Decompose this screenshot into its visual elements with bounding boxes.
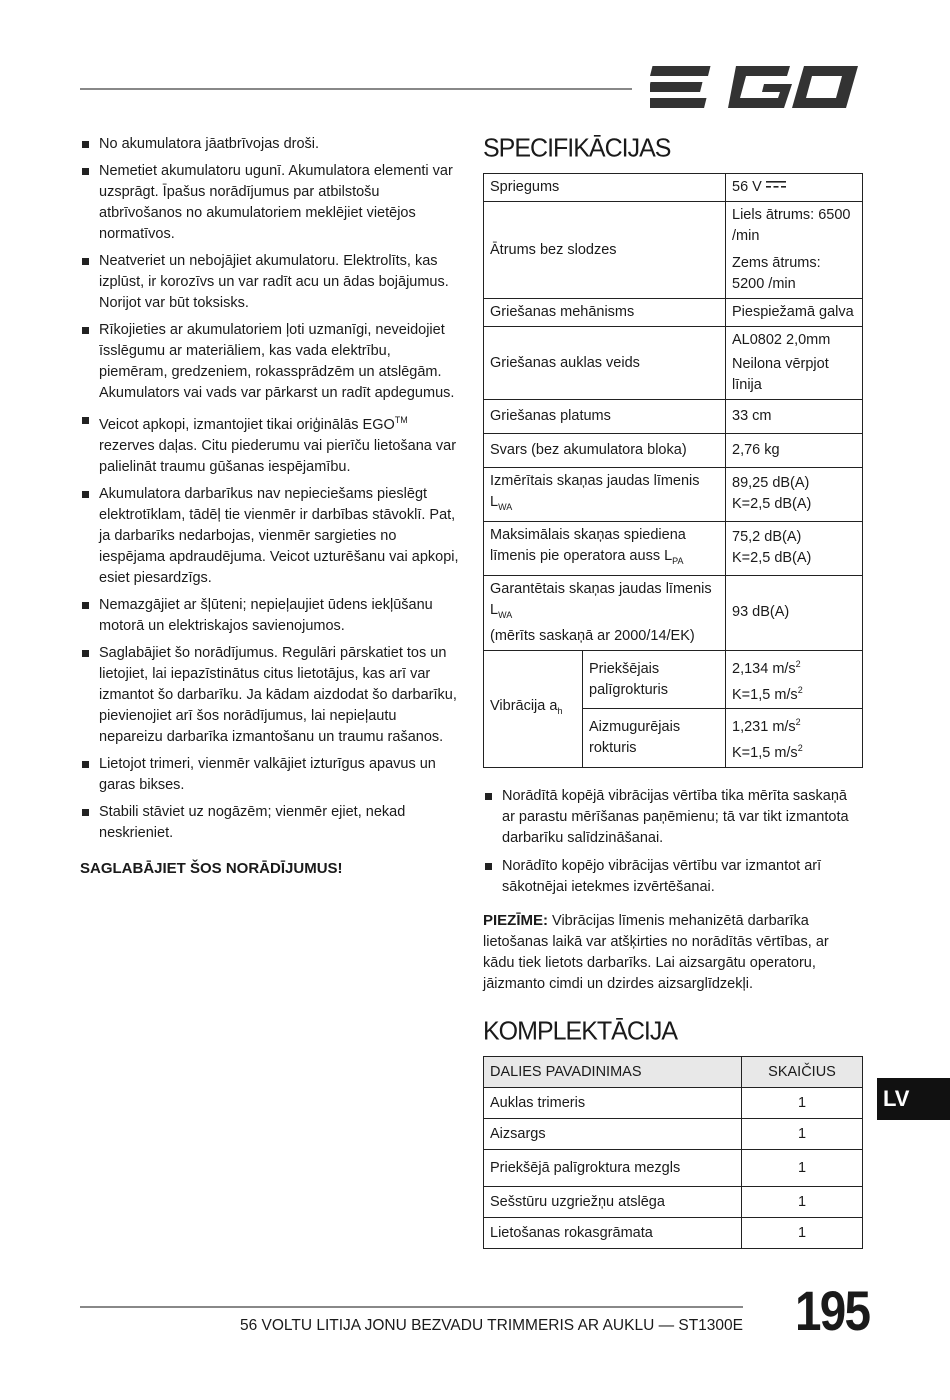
list-item xyxy=(80,410,460,478)
table-row xyxy=(484,1149,863,1186)
table-row xyxy=(484,1118,863,1149)
table-cell: 93 dB(A) xyxy=(726,575,863,650)
table-cell xyxy=(484,650,583,767)
table-cell: Ātrums bez slodzes xyxy=(484,202,726,299)
table-row xyxy=(484,174,863,202)
ego-logo xyxy=(650,60,862,114)
table-cell: Piespiežamā galva xyxy=(726,299,863,327)
table-row xyxy=(484,521,863,575)
table-row xyxy=(484,400,863,434)
cell-text: Izmērītais skaņas jaudas līmenis L xyxy=(490,473,700,510)
table-cell: 2,76 kg xyxy=(726,434,863,468)
header-rule xyxy=(80,88,632,90)
table-cell xyxy=(484,468,726,522)
part-name: Auklas trimeris xyxy=(484,1087,742,1118)
voltage-value: 56 V xyxy=(732,179,762,195)
note-label: PIEZĪME: xyxy=(483,911,549,929)
cell-text: K=1,5 m/s xyxy=(732,744,798,761)
list-item: No akumulatora jāatbrīvojas droši. xyxy=(80,134,460,155)
part-qty: 1 xyxy=(742,1186,863,1217)
table-cell xyxy=(726,327,863,400)
cell-text: 1,231 m/s xyxy=(732,719,796,736)
table-cell xyxy=(726,468,863,522)
table-cell xyxy=(726,202,863,299)
note-text: Vibrācijas līmenis mehanizētā darbarīka lietošanas laikā var atšķirties no norādītās vērtības, ar kādu tiek lietots darbarīks. Lai aizsargātu operatoru, jāizmanto cimdi un dzirdes aizsarglīdzekļi. xyxy=(483,912,829,992)
subscript: PA xyxy=(672,555,684,566)
vibration-notes xyxy=(483,786,863,898)
spec-column xyxy=(483,134,863,1249)
table-cell: Griešanas platums xyxy=(484,400,726,434)
list-item: Neatveriet un nebojājiet akumulatoru. Elektrolīts, kas izplūst, ir korozīvs un var radīt acu un ādas bojājumus. Norijot var būt toksisks. xyxy=(80,251,460,314)
safety-list xyxy=(80,134,460,844)
cell-text: K=2,5 dB(A) xyxy=(732,496,812,513)
table-row xyxy=(484,468,863,522)
line-material: Neilona vērpjot līnija xyxy=(732,356,829,393)
table-row xyxy=(484,575,863,650)
part-qty: 1 xyxy=(742,1118,863,1149)
cell-text xyxy=(732,712,856,738)
column-header-qty: SKAIČIUS xyxy=(742,1056,863,1087)
list-item: Lietojot trimeri, vienmēr valkājiet izturīgus apavus un garas bikses. xyxy=(80,754,460,796)
speed-low: Zems ātrums: 5200 /min xyxy=(732,255,821,292)
table-row xyxy=(484,650,863,709)
list-item: Nemazgājiet ar šļūteni; nepieļaujiet ūdens iekļūšanu motorā un elektriskajos savienojumos. xyxy=(80,595,460,637)
table-cell: Svars (bez akumulatora bloka) xyxy=(484,434,726,468)
part-qty: 1 xyxy=(742,1217,863,1248)
table-cell xyxy=(726,650,863,709)
superscript: 2 xyxy=(795,717,801,728)
cell-text: 75,2 dB(A) xyxy=(732,529,802,546)
cell-text xyxy=(732,654,856,680)
spec-table xyxy=(483,173,863,768)
part-name: Lietošanas rokasgrāmata xyxy=(484,1217,742,1248)
list-item-text: rezerves daļas. Citu piederumu vai pierīču lietošana var palielināt traumu gūšanas iespējamību. xyxy=(99,437,457,475)
table-cell: Aizmugurējais rokturis xyxy=(583,709,726,768)
list-item-text: Veicot apkopi, izmantojiet tikai oriģinālās EGO xyxy=(99,416,395,433)
table-row xyxy=(484,327,863,400)
cell-text: K=2,5 dB(A) xyxy=(732,550,812,567)
table-row xyxy=(484,299,863,327)
part-qty: 1 xyxy=(742,1149,863,1186)
cell-text: (mērīts saskaņā ar 2000/14/EK) xyxy=(490,627,695,644)
save-instructions-note: SAGLABĀJIET ŠOS NORĀDĪJUMUS! xyxy=(80,859,343,877)
footer-title: 56 VOLTU LITIJA JONU BEZVADU TRIMMERIS AR AUKLU — ST1300E xyxy=(239,1317,743,1334)
superscript: 2 xyxy=(797,684,803,695)
note-paragraph xyxy=(483,910,863,995)
table-cell: Spriegums xyxy=(484,174,726,202)
table-cell xyxy=(726,174,863,202)
list-item: Norādītā kopējā vibrācijas vērtība tika mērīta saskaņā ar parastu mērīšanas paņēmienu; tā var tikt izmantota darbarīku salīdzināšanai. xyxy=(483,786,863,849)
cell-text: K=1,5 m/s xyxy=(732,686,798,703)
language-tab: LV xyxy=(877,1078,950,1120)
table-row xyxy=(484,202,863,299)
list-item: Rīkojieties ar akumulatoriem ļoti uzmanīgi, neveidojiet īsslēgumu ar materiāliem, kas vada elektrību, piemēram, gredzeniem, rokassprādzēm un atslēgām. Akumulators vai vads var pārkarst un radīt apdegumus. xyxy=(80,320,460,404)
list-item: Norādīto kopējo vibrācijas vērtību var izmantot arī sākotnējai ietekmes izvērtēšanai. xyxy=(483,856,863,898)
part-name: Aizsargs xyxy=(484,1118,742,1149)
table-cell xyxy=(726,709,863,768)
trademark: TM xyxy=(394,415,408,425)
superscript: 2 xyxy=(795,658,801,669)
table-cell: Priekšējais palīgrokturis xyxy=(583,650,726,709)
table-row xyxy=(484,1087,863,1118)
kit-heading: KOMPLEKTĀCIJA xyxy=(483,1016,677,1046)
table-cell xyxy=(726,521,863,575)
superscript: 2 xyxy=(797,743,803,754)
table-header-row xyxy=(484,1056,863,1087)
subscript: WA xyxy=(498,501,513,512)
table-cell: Griešanas mehānisms xyxy=(484,299,726,327)
dc-symbol-icon xyxy=(766,181,786,189)
cell-text: 89,25 dB(A) xyxy=(732,475,810,492)
list-item: Stabili stāviet uz nogāzēm; vienmēr ejiet, nekad neskrieniet. xyxy=(80,802,460,844)
subscript: h xyxy=(557,705,563,716)
table-row xyxy=(484,434,863,468)
table-cell: Griešanas auklas veids xyxy=(484,327,726,400)
cell-text: Maksimālais skaņas spiediena līmenis pie operatora auss L xyxy=(490,526,686,564)
cell-text xyxy=(490,600,719,626)
table-cell: 33 cm xyxy=(726,400,863,434)
speed-high: Liels ātrums: 6500 /min xyxy=(732,207,851,244)
part-qty: 1 xyxy=(742,1087,863,1118)
line-type: AL0802 2,0mm xyxy=(732,332,831,348)
cell-text: L xyxy=(490,601,499,618)
spec-heading: SPECIFIKĀCIJAS xyxy=(483,133,671,163)
list-item: Nemetiet akumulatoru ugunī. Akumulatora elementi var uzsprāgt. Īpašus norādījumus par atbilstošu atbrīvošanos no akumulatoriem meklējiet vietējos normatīvos. xyxy=(80,161,460,245)
table-row xyxy=(484,1217,863,1248)
kit-table xyxy=(483,1056,863,1249)
part-name: Priekšējā palīgroktura mezgls xyxy=(484,1149,742,1186)
cell-text: 2,134 m/s xyxy=(732,660,796,677)
list-item: Saglabājiet šo norādījumus. Regulāri pārskatiet tos un lietojiet, lai iepazīstinātus citus lietotājus, kas arī var izmantot šo darbarīku. Ja kādam aizdodat šo darbarīku, pievienojiet arī šos norādījumus, lai nepieļautu nepareizu darbarīka izmantošanu un traumu rašanos. xyxy=(80,643,460,748)
table-cell xyxy=(484,575,726,650)
table-cell xyxy=(484,521,726,575)
subscript: WA xyxy=(498,609,513,620)
safety-column xyxy=(80,134,460,879)
cell-text xyxy=(732,680,856,706)
page-number: 195 xyxy=(795,1279,870,1342)
column-header-name: DALIES PAVADINIMAS xyxy=(484,1056,742,1087)
cell-text xyxy=(732,738,856,764)
footer-rule xyxy=(80,1306,743,1308)
part-name: Sešstūru uzgriežņu atslēga xyxy=(484,1186,742,1217)
list-item: Akumulatora darbarīkus nav nepieciešams pieslēgt elektrotīklam, tādēļ tie vienmēr ir darbības stāvoklī. Pat, ja darbarīks nedarbojas, vienmēr sargieties no iespējama apdraudējuma. Veicot uzturēšanu vai apkopi, esiet piesardzīgs. xyxy=(80,484,460,589)
cell-text: Vibrācija a xyxy=(490,697,558,714)
table-row xyxy=(484,1186,863,1217)
cell-text: Garantētais skaņas jaudas līmenis xyxy=(490,580,712,597)
